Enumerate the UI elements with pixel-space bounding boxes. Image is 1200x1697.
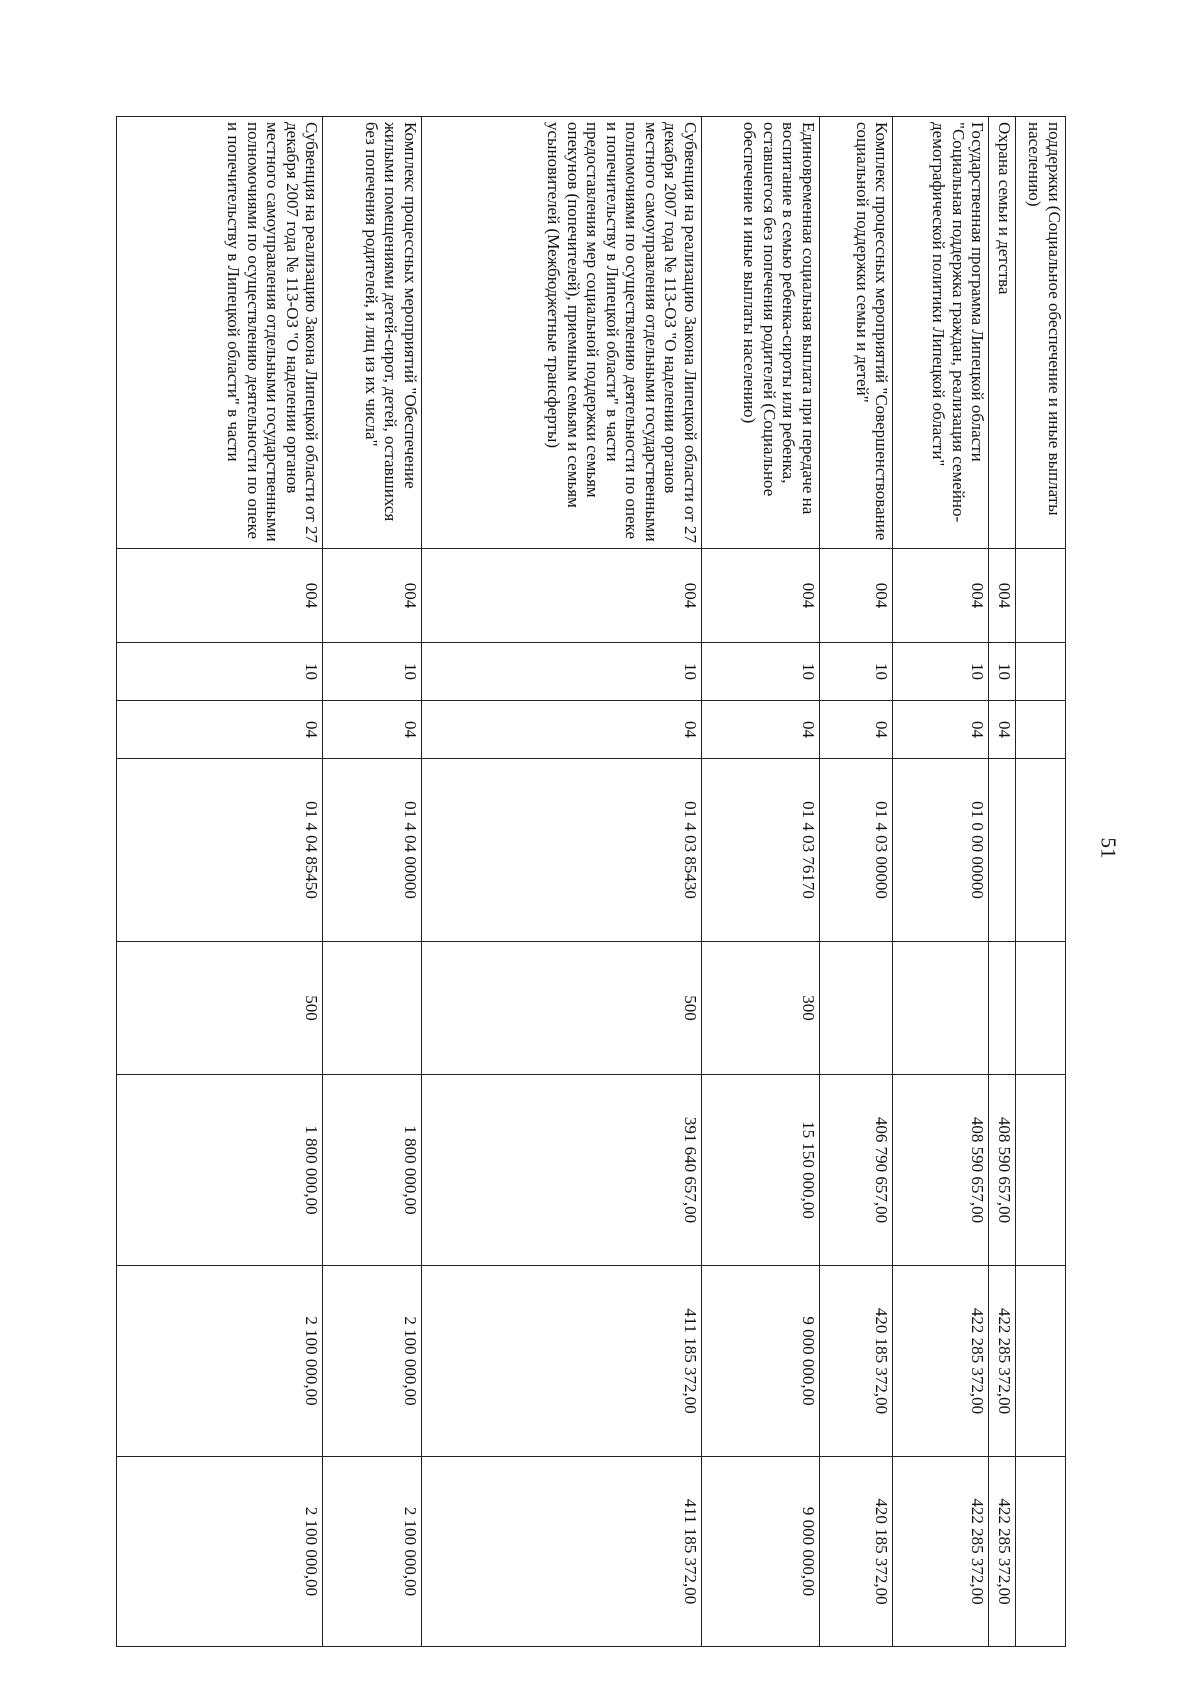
- item-name-cell: Государственная программа Липецкой области "Социальная поддержка граждан, реализация семейно-демографической политики Липецкой области": [893, 117, 989, 549]
- table-row: [1015, 117, 1065, 1647]
- amount-year-3-cell: 411 185 372,00: [421, 1457, 701, 1647]
- section-code-cell: 10: [702, 643, 820, 701]
- amount-year-1-cell: 406 790 657,00: [819, 1075, 892, 1266]
- section-code-cell: 10: [117, 643, 323, 701]
- grbs-code-cell: 004: [989, 549, 1015, 643]
- expense-type-code-cell: [819, 942, 892, 1075]
- target-item-code-cell: 01 4 03 00000: [819, 759, 892, 942]
- item-name-cell: Комплекс процессных мероприятий "Обеспечение жилыми помещениями детей-сирот, детей, оставшихся без попечения родителей, и лиц из их числа": [323, 117, 421, 549]
- amount-year-2-cell: 422 285 372,00: [989, 1266, 1015, 1457]
- amount-year-2-cell: 2 100 000,00: [117, 1266, 323, 1457]
- subsection-code-cell: 04: [819, 701, 892, 759]
- item-name-cell: Субвенция на реализацию Закона Липецкой области от 27 декабря 2007 года № 113-ОЗ "О наделении органов местного самоуправления отдельными государственными полномочиями по осуществлению деятельности по опеке и попечительству в Липецкой области" в части предоставления мер социальной поддержки семьям опекунов (попечителей), приемным семьям и семьям усыновителей (Межбюджетные трансферты): [421, 117, 701, 549]
- subsection-code-cell: [1015, 701, 1065, 759]
- item-name-cell: поддержки (Социальное обеспечение и иные выплаты населению): [1015, 117, 1065, 549]
- grbs-code-cell: 004: [893, 549, 989, 643]
- amount-year-3-cell: 2 100 000,00: [323, 1457, 421, 1647]
- target-item-code-cell: 01 4 03 85430: [421, 759, 701, 942]
- target-item-code-cell: 01 0 00 00000: [893, 759, 989, 942]
- amount-year-3-cell: 2 100 000,00: [117, 1457, 323, 1647]
- table-row: [819, 117, 892, 1647]
- section-code-cell: 10: [421, 643, 701, 701]
- table-row: [702, 117, 820, 1647]
- amount-year-1-cell: 1 800 000,00: [117, 1075, 323, 1266]
- item-name-cell: Единовременная социальная выплата при передаче на воспитание в семью ребенка-сироты или ребенка, оставшегося без попечения родителей (Социальное обеспечение и иные выплаты населению): [702, 117, 820, 549]
- target-item-code-cell: 01 4 04 85450: [117, 759, 323, 942]
- amount-year-1-cell: 391 640 657,00: [421, 1075, 701, 1266]
- amount-year-2-cell: [1015, 1266, 1065, 1457]
- section-code-cell: 10: [893, 643, 989, 701]
- amount-year-1-cell: 408 590 657,00: [989, 1075, 1015, 1266]
- grbs-code-cell: 004: [702, 549, 820, 643]
- table-row: [989, 117, 1015, 1647]
- amount-year-1-cell: [1015, 1075, 1065, 1266]
- expense-type-code-cell: [1015, 942, 1065, 1075]
- target-item-code-cell: 01 4 03 76170: [702, 759, 820, 942]
- page-number: 51: [1096, 837, 1121, 859]
- amount-year-1-cell: 15 150 000,00: [702, 1075, 820, 1266]
- table-row: [893, 117, 989, 1647]
- item-name-cell: Охрана семьи и детства: [989, 117, 1015, 549]
- amount-year-3-cell: 422 285 372,00: [989, 1457, 1015, 1647]
- grbs-code-cell: 004: [323, 549, 421, 643]
- amount-year-2-cell: 420 185 372,00: [819, 1266, 892, 1457]
- section-code-cell: [1015, 643, 1065, 701]
- subsection-code-cell: 04: [421, 701, 701, 759]
- amount-year-2-cell: 422 285 372,00: [893, 1266, 989, 1457]
- budget-table-container: [116, 116, 1066, 1646]
- grbs-code-cell: 004: [421, 549, 701, 643]
- section-code-cell: 10: [989, 643, 1015, 701]
- expense-type-code-cell: 500: [421, 942, 701, 1075]
- budget-table: [116, 116, 1066, 1647]
- target-item-code-cell: [989, 759, 1015, 942]
- expense-type-code-cell: [893, 942, 989, 1075]
- table-row: [323, 117, 421, 1647]
- amount-year-1-cell: 1 800 000,00: [323, 1075, 421, 1266]
- amount-year-2-cell: 411 185 372,00: [421, 1266, 701, 1457]
- item-name-cell: Субвенция на реализацию Закона Липецкой области от 27 декабря 2007 года № 113-ОЗ "О наделении органов местного самоуправления отдельными государственными полномочиями по осуществлению деятельности по опеке и попечительству в Липецкой области" в части: [117, 117, 323, 549]
- target-item-code-cell: 01 4 04 00000: [323, 759, 421, 942]
- amount-year-2-cell: 2 100 000,00: [323, 1266, 421, 1457]
- grbs-code-cell: 004: [117, 549, 323, 643]
- amount-year-3-cell: 422 285 372,00: [893, 1457, 989, 1647]
- amount-year-1-cell: 408 590 657,00: [893, 1075, 989, 1266]
- expense-type-code-cell: [323, 942, 421, 1075]
- amount-year-2-cell: 9 000 000,00: [702, 1266, 820, 1457]
- item-name-cell: Комплекс процессных мероприятий "Совершенствование социальной поддержки семьи и детей": [819, 117, 892, 549]
- subsection-code-cell: 04: [323, 701, 421, 759]
- grbs-code-cell: 004: [819, 549, 892, 643]
- subsection-code-cell: 04: [893, 701, 989, 759]
- expense-type-code-cell: 300: [702, 942, 820, 1075]
- subsection-code-cell: 04: [702, 701, 820, 759]
- expense-type-code-cell: 500: [117, 942, 323, 1075]
- subsection-code-cell: 04: [117, 701, 323, 759]
- amount-year-3-cell: 420 185 372,00: [819, 1457, 892, 1647]
- target-item-code-cell: [1015, 759, 1065, 942]
- table-row: [117, 117, 323, 1647]
- section-code-cell: 10: [323, 643, 421, 701]
- section-code-cell: 10: [819, 643, 892, 701]
- grbs-code-cell: [1015, 549, 1065, 643]
- subsection-code-cell: 04: [989, 701, 1015, 759]
- amount-year-3-cell: [1015, 1457, 1065, 1647]
- amount-year-3-cell: 9 000 000,00: [702, 1457, 820, 1647]
- expense-type-code-cell: [989, 942, 1015, 1075]
- table-row: [421, 117, 701, 1647]
